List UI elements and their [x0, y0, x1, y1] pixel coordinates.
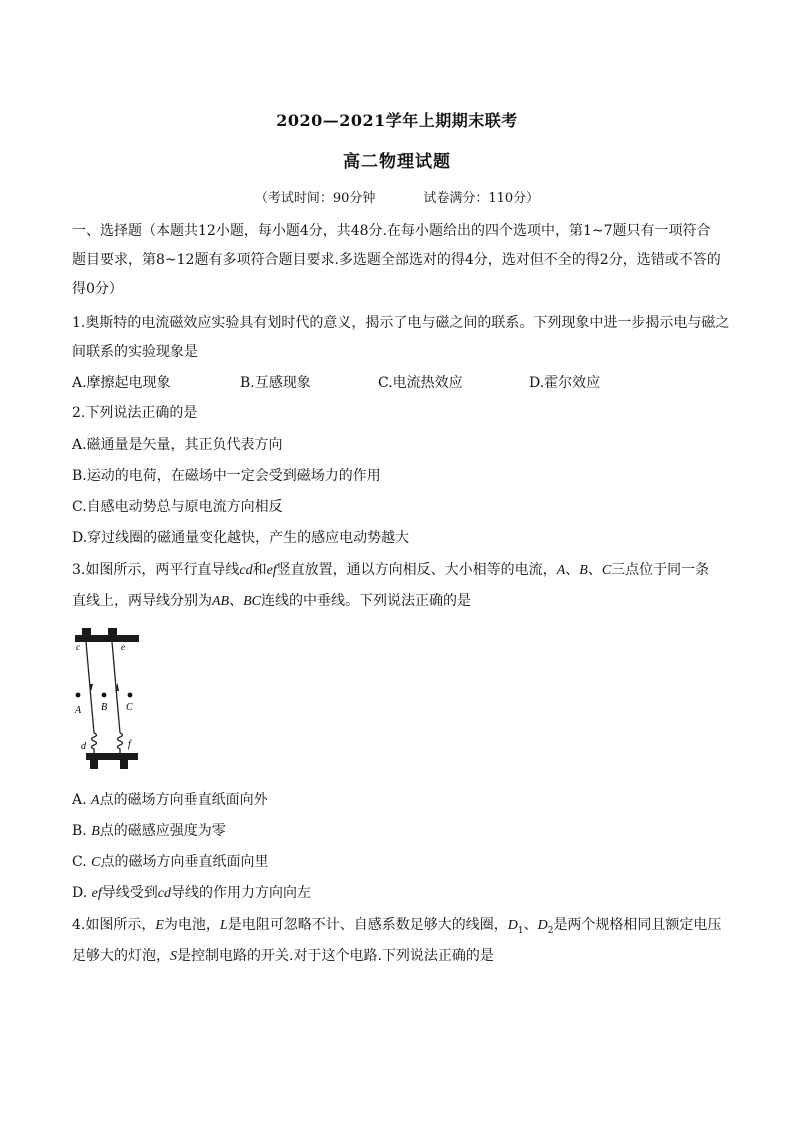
label-a: A	[75, 705, 82, 716]
terminal-icon	[82, 628, 91, 636]
wire-ef	[112, 642, 120, 733]
q2-option-b: B.运动的电荷，在磁场中一定会受到磁场力的作用	[72, 468, 381, 484]
label-c: c	[76, 642, 80, 652]
q2-option-a: A.磁通量是矢量，其正负代表方向	[72, 437, 283, 453]
q1-option-b: B.互感现象	[240, 375, 311, 391]
q1-option-a: A.摩擦起电现象	[72, 375, 171, 391]
bottom-bar	[86, 753, 138, 760]
exam-title: 2020—2021学年上期期末联考	[276, 111, 518, 130]
q3-option-c: C. C点的磁场方向垂直纸面向里	[72, 854, 269, 870]
q3-option-b: B. B点的磁感应强度为零	[72, 823, 226, 839]
q2-option-c: C.自感电动势总与原电流方向相反	[72, 499, 283, 515]
section-instructions-line: 题目要求，第8~12题有多项符合题目要求.多选题全部选对的得4分，选对但不全的得2分，选错或不答的	[72, 252, 721, 268]
label-b: B	[101, 702, 108, 713]
label-c-point: C	[126, 702, 133, 713]
q1-stem-line: 间联系的实验现象是	[72, 344, 198, 360]
top-bar	[75, 635, 139, 642]
q1-stem-line: 1.奥斯特的电流磁效应实验具有划时代的意义，揭示了电与磁之间的联系。下列现象中进一步揭示电与磁之	[72, 315, 730, 331]
point-b	[102, 693, 107, 698]
q3-option-d: D. ef导线受到cd导线的作用力方向向左	[72, 885, 311, 901]
q4-stem-line: 4.如图所示，E为电池，L是电阻可忽略不计、自感系数足够大的线圈，$D_1$、$D_2$是两个规格相同且额定电压	[72, 917, 722, 936]
section-instructions-line: 一、选择题（本题共12小题，每小题4分，共48分.在每小题给出的四个选项中，第1~7题只有一项符合	[72, 223, 711, 239]
spring-d	[92, 733, 97, 753]
q3-stem-line: 直线上，两导线分别为AB、BC连线的中垂线。下列说法正确的是	[72, 593, 471, 609]
point-c	[128, 693, 133, 698]
q1-option-d: D.霍尔效应	[529, 375, 601, 391]
label-d: d	[81, 741, 86, 752]
q1-option-c: C.电流热效应	[378, 375, 463, 391]
label-e: e	[121, 642, 125, 652]
exam-time: （考试时间：90分钟	[254, 191, 376, 206]
section-instructions-line: 得0分）	[72, 281, 123, 297]
q2-stem: 2.下列说法正确的是	[72, 405, 198, 421]
terminal-icon	[108, 628, 117, 636]
label-f: f	[128, 739, 131, 750]
wire-cd	[86, 642, 94, 733]
terminal-icon	[120, 759, 128, 769]
q2-option-d: D.穿过线圈的磁通量变化越快，产生的感应电动势越大	[72, 530, 410, 546]
exam-info	[0, 187, 794, 206]
exam-score: 试卷满分：110分）	[423, 191, 540, 206]
point-a	[76, 693, 81, 698]
terminal-icon	[90, 759, 98, 769]
q3-option-a: A. A点的磁场方向垂直纸面向外	[72, 792, 268, 808]
q4-stem-line: 足够大的灯泡，S是控制电路的开关.对于这个电路.下列说法正确的是	[72, 948, 494, 964]
spring-f	[118, 733, 123, 753]
parallel-wires-diagram	[72, 625, 152, 775]
exam-subtitle: 高二物理试题	[343, 152, 451, 172]
q3-stem-line: 3.如图所示，两平行直导线cd和ef竖直放置，通以方向相反、大小相等的电流，A、B、C三点位于同一条	[72, 562, 710, 578]
q3-wires-figure	[72, 625, 152, 775]
